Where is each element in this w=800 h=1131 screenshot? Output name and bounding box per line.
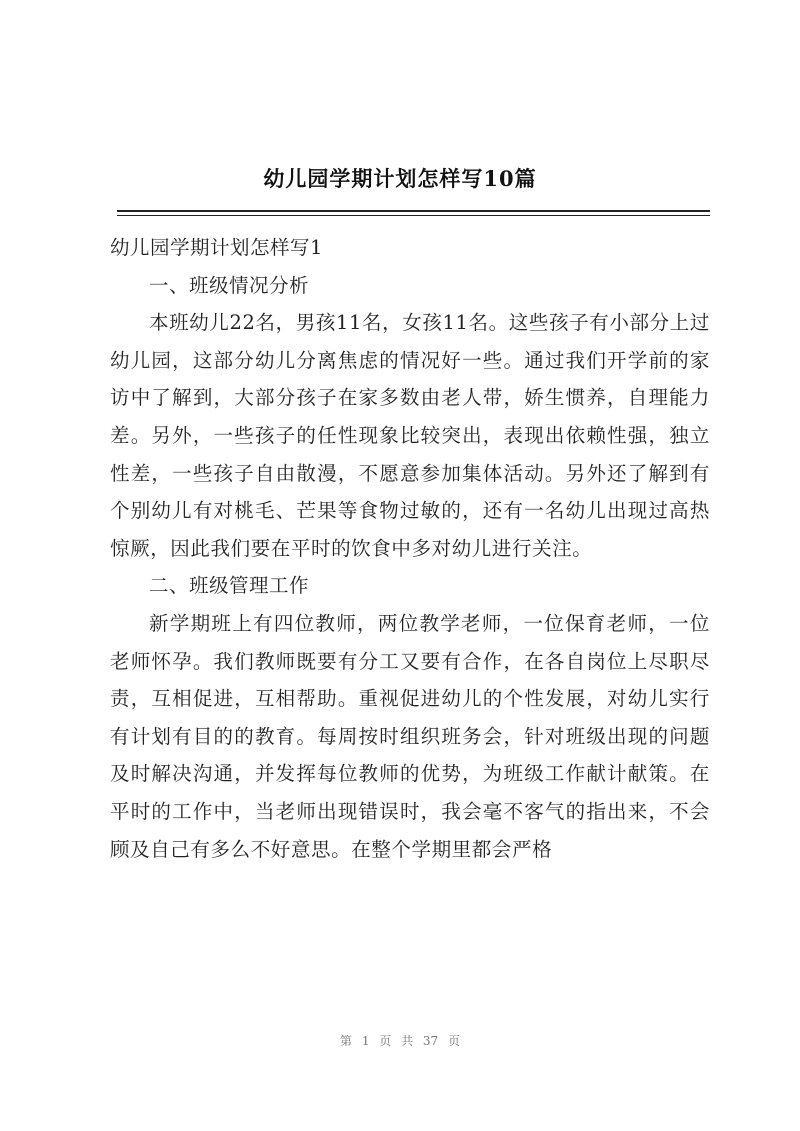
- document-title: 幼儿园学期计划怎样写10篇: [263, 166, 537, 191]
- page-number-footer: 第 1 页 共 37 页: [340, 1034, 460, 1048]
- section-heading-class-management: 二、班级管理工作: [149, 574, 310, 598]
- title-divider-thick: [117, 210, 710, 212]
- title-divider-thin: [117, 215, 710, 216]
- document-subtitle: 幼儿园学期计划怎样写1: [110, 236, 323, 259]
- document-body: [110, 229, 710, 868]
- section-heading-class-analysis: 一、班级情况分析: [149, 273, 310, 297]
- paragraph-class-management: 新学期班上有四位教师，两位教学老师，一位保育老师，一位老师怀孕。我们教师既要有分工又要有合作，在各自岗位上尽职尽责，互相促进，互相帮助。重视促进幼儿的个性发展，对幼儿实行有计划有目的的教育。每周按时组织班务会，针对班级出现的问题及时解决沟通，并发挥每位教师的优势，为班级工作献计献策。在平时的工作中，当老师出现错误时，我会毫不客气的指出来，不会顾及自己有多么不好意思。在整个学期里都会严格: [110, 611, 710, 861]
- paragraph-class-analysis: 本班幼儿22名，男孩11名，女孩11名。这些孩子有小部分上过幼儿园，这部分幼儿分离焦虑的情况好一些。通过我们开学前的家访中了解到，大部分孩子在家多数由老人带，娇生惯养，自理能力差。另外，一些孩子的任性现象比较突出，表现出依赖性强，独立性差，一些孩子自由散漫，不愿意参加集体活动。另外还了解到有个别幼儿有对桃毛、芒果等食物过敏的，还有一名幼儿出现过高热惊厥，因此我们要在平时的饮食中多对幼儿进行关注。: [110, 311, 710, 560]
